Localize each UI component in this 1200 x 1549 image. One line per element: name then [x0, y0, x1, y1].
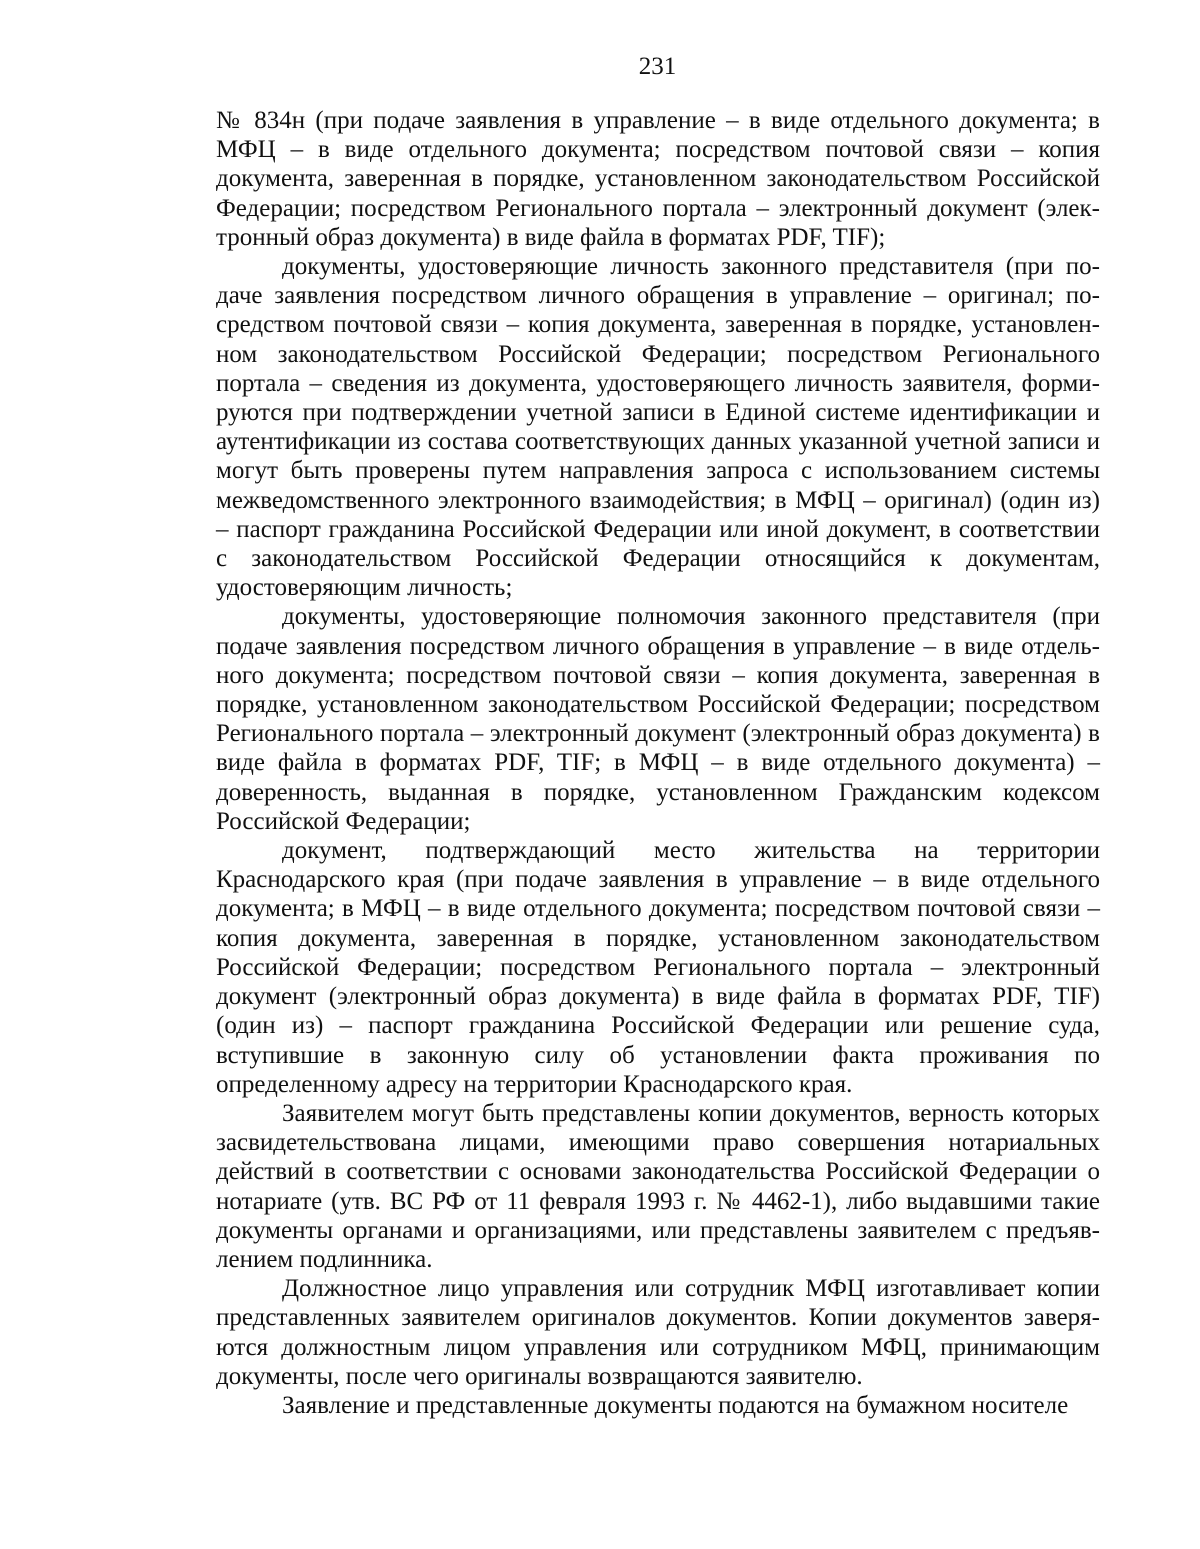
paragraph-residence-document: документ, подтверждающий место жительства на территории Краснодарского края (при подаче заявления в управление – в виде отдельного документа; в МФЦ – в виде отдельного документа; посредством почтовой связи – копия документа, заверенная в порядке, установленном законодательством Российской Федерации; посредством Регионального портала – электронный документ (электронный образ документа) в виде файла в форматах PDF, TIF) (один из) – паспорт гражданина Российской Федерации или решение суда, вступившие в законную силу об установлении факта проживания по определенному адресу на территории Краснодарского края.	[216, 837, 1100, 1098]
document-body	[216, 106, 1100, 1420]
paragraph-copy-production: Должностное лицо управления или сотрудник МФЦ изготавливает копии представленных заявителем оригиналов документов. Копии документов заверяются должностным лицом управления или сотрудником МФЦ, принимающим документы, после чего оригиналы возвращаются заявителю.	[216, 1275, 1100, 1390]
page-number: 231	[638, 53, 677, 80]
paragraph-representative-authority: документы, удостоверяющие полномочия законного представителя (при подаче заявления посредством личного обращения в управление – в виде отдельного документа; посредством почтовой связи – копия документа, заверенная в порядке, установленном законодательством Российской Федерации; посредством Регионального портала – электронный документ (электронный образ документа) в виде файла в форматах PDF, TIF; в МФЦ – в виде отдельного документа) – доверенность, выданная в порядке, установленном Гражданским кодексом Российской Федерации;	[216, 603, 1100, 835]
paragraph-continuation: № 834н (при подаче заявления в управление – в виде отдельного документа; в МФЦ – в виде отдельного документа; посредством почтовой связи – копия документа, заверенная в порядке, установленном законодательством Российской Федерации; посредством Регионального портала – электронный документ (электронный образ документа) в виде файла в форматах PDF, TIF);	[216, 107, 1100, 251]
paragraph-certified-copies: Заявителем могут быть представлены копии документов, верность которых засвидетельствована лицами, имеющими право совершения нотариальных действий в соответствии с основами законодательства Российской Федерации о нотариате (утв. ВС РФ от 11 февраля 1993 г. № 4462-1), либо выдавшими такие документы органами и организациями, или представлены заявителем с предъявлением подлинника.	[216, 1099, 1100, 1273]
paragraph-representative-identity: документы, удостоверяющие личность законного представителя (при подаче заявления посредством личного обращения в управление – оригинал; посредством почтовой связи – копия документа, заверенная в порядке, установленном законодательством Российской Федерации; посредством Регионального портала – сведения из документа, удостоверяющего личность заявителя, формируются при подтверждении учетной записи в Единой системе идентификации и аутентификации из состава соответствующих данных указанной учетной записи и могут быть проверены путем направления запроса с использованием системы межведомственного электронного взаимодействия; в МФЦ – оригинал) (один из) – паспорт гражданина Российской Федерации или иной документ, в соответствии с законодательством Российской Федерации относящийся к документам, удостоверяющим личность;	[216, 253, 1100, 602]
paragraph-paper-submission: Заявление и представленные документы подаются на бумажном носителе	[282, 1391, 1069, 1419]
